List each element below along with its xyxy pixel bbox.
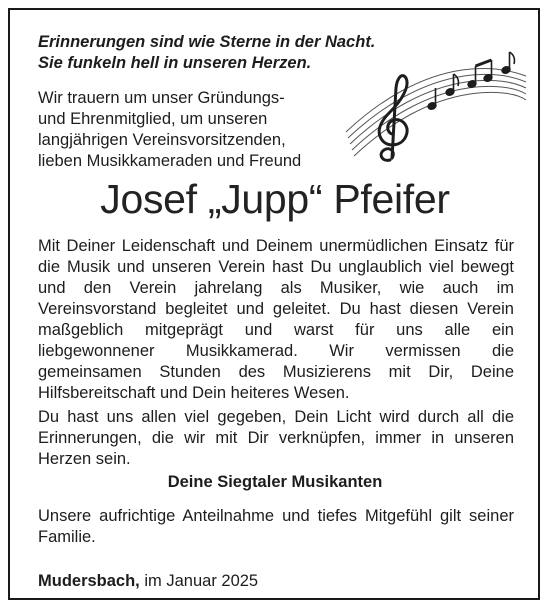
motto-line-1: Erinnerungen sind wie Sterne in der Nacht. xyxy=(38,33,376,51)
intro-line-1: Wir trauern um unser Gründungs- xyxy=(38,89,285,107)
condolence-paragraph: Unsere aufrichtige Anteilnahme und tiefes Mitgefühl gilt seiner Familie. xyxy=(38,507,514,546)
intro-line-2: und Ehrenmitglied, um unseren xyxy=(38,110,268,128)
place-date-text: im Januar 2025 xyxy=(144,572,259,590)
tribute-paragraph: Mit Deiner Leidenschaft und Deinem unermüdlichen Einsatz für die Musik und unseren Verein hast Du unglaublich viel bewegt und den Verein jahrelang als Musiker, wie auch im Vereinsvorstand begleitet und geleitet. Du hast diesen Verein maßgeblich mitgeprägt und warst für uns alle ein liebgewonnener Musikkamerad. Wir vermissen die gemeinsamen Stunden des Musizierens mit Dir, Deine Hilfsbereitschaft und Dein heiteres Wesen. xyxy=(38,237,514,402)
place-town: Mudersbach, xyxy=(38,572,140,590)
motto-line-2: Sie funkeln hell in unseren Herzen. xyxy=(38,54,312,72)
place-date xyxy=(38,571,258,592)
treble-clef-music-icon xyxy=(342,48,528,170)
staff-lines-icon xyxy=(346,68,526,156)
memory-paragraph: Du hast uns allen viel gegeben, Dein Licht wird durch all die Erinnerungen, die wir mit Dir verknüpfen, immer in unseren Herzen sein. xyxy=(38,408,514,468)
intro-line-3: langjährigen Vereinsvorsitzenden, xyxy=(38,131,286,149)
motto xyxy=(38,32,375,74)
deceased-name: Josef „Jupp“ Pfeifer xyxy=(100,176,450,222)
obituary-card xyxy=(8,8,540,600)
clef-glyph-icon xyxy=(379,76,407,161)
intro-text xyxy=(38,88,301,172)
intro-line-4: lieben Musikkameraden und Freund xyxy=(38,152,302,170)
signature: Deine Siegtaler Musikanten xyxy=(167,473,383,491)
